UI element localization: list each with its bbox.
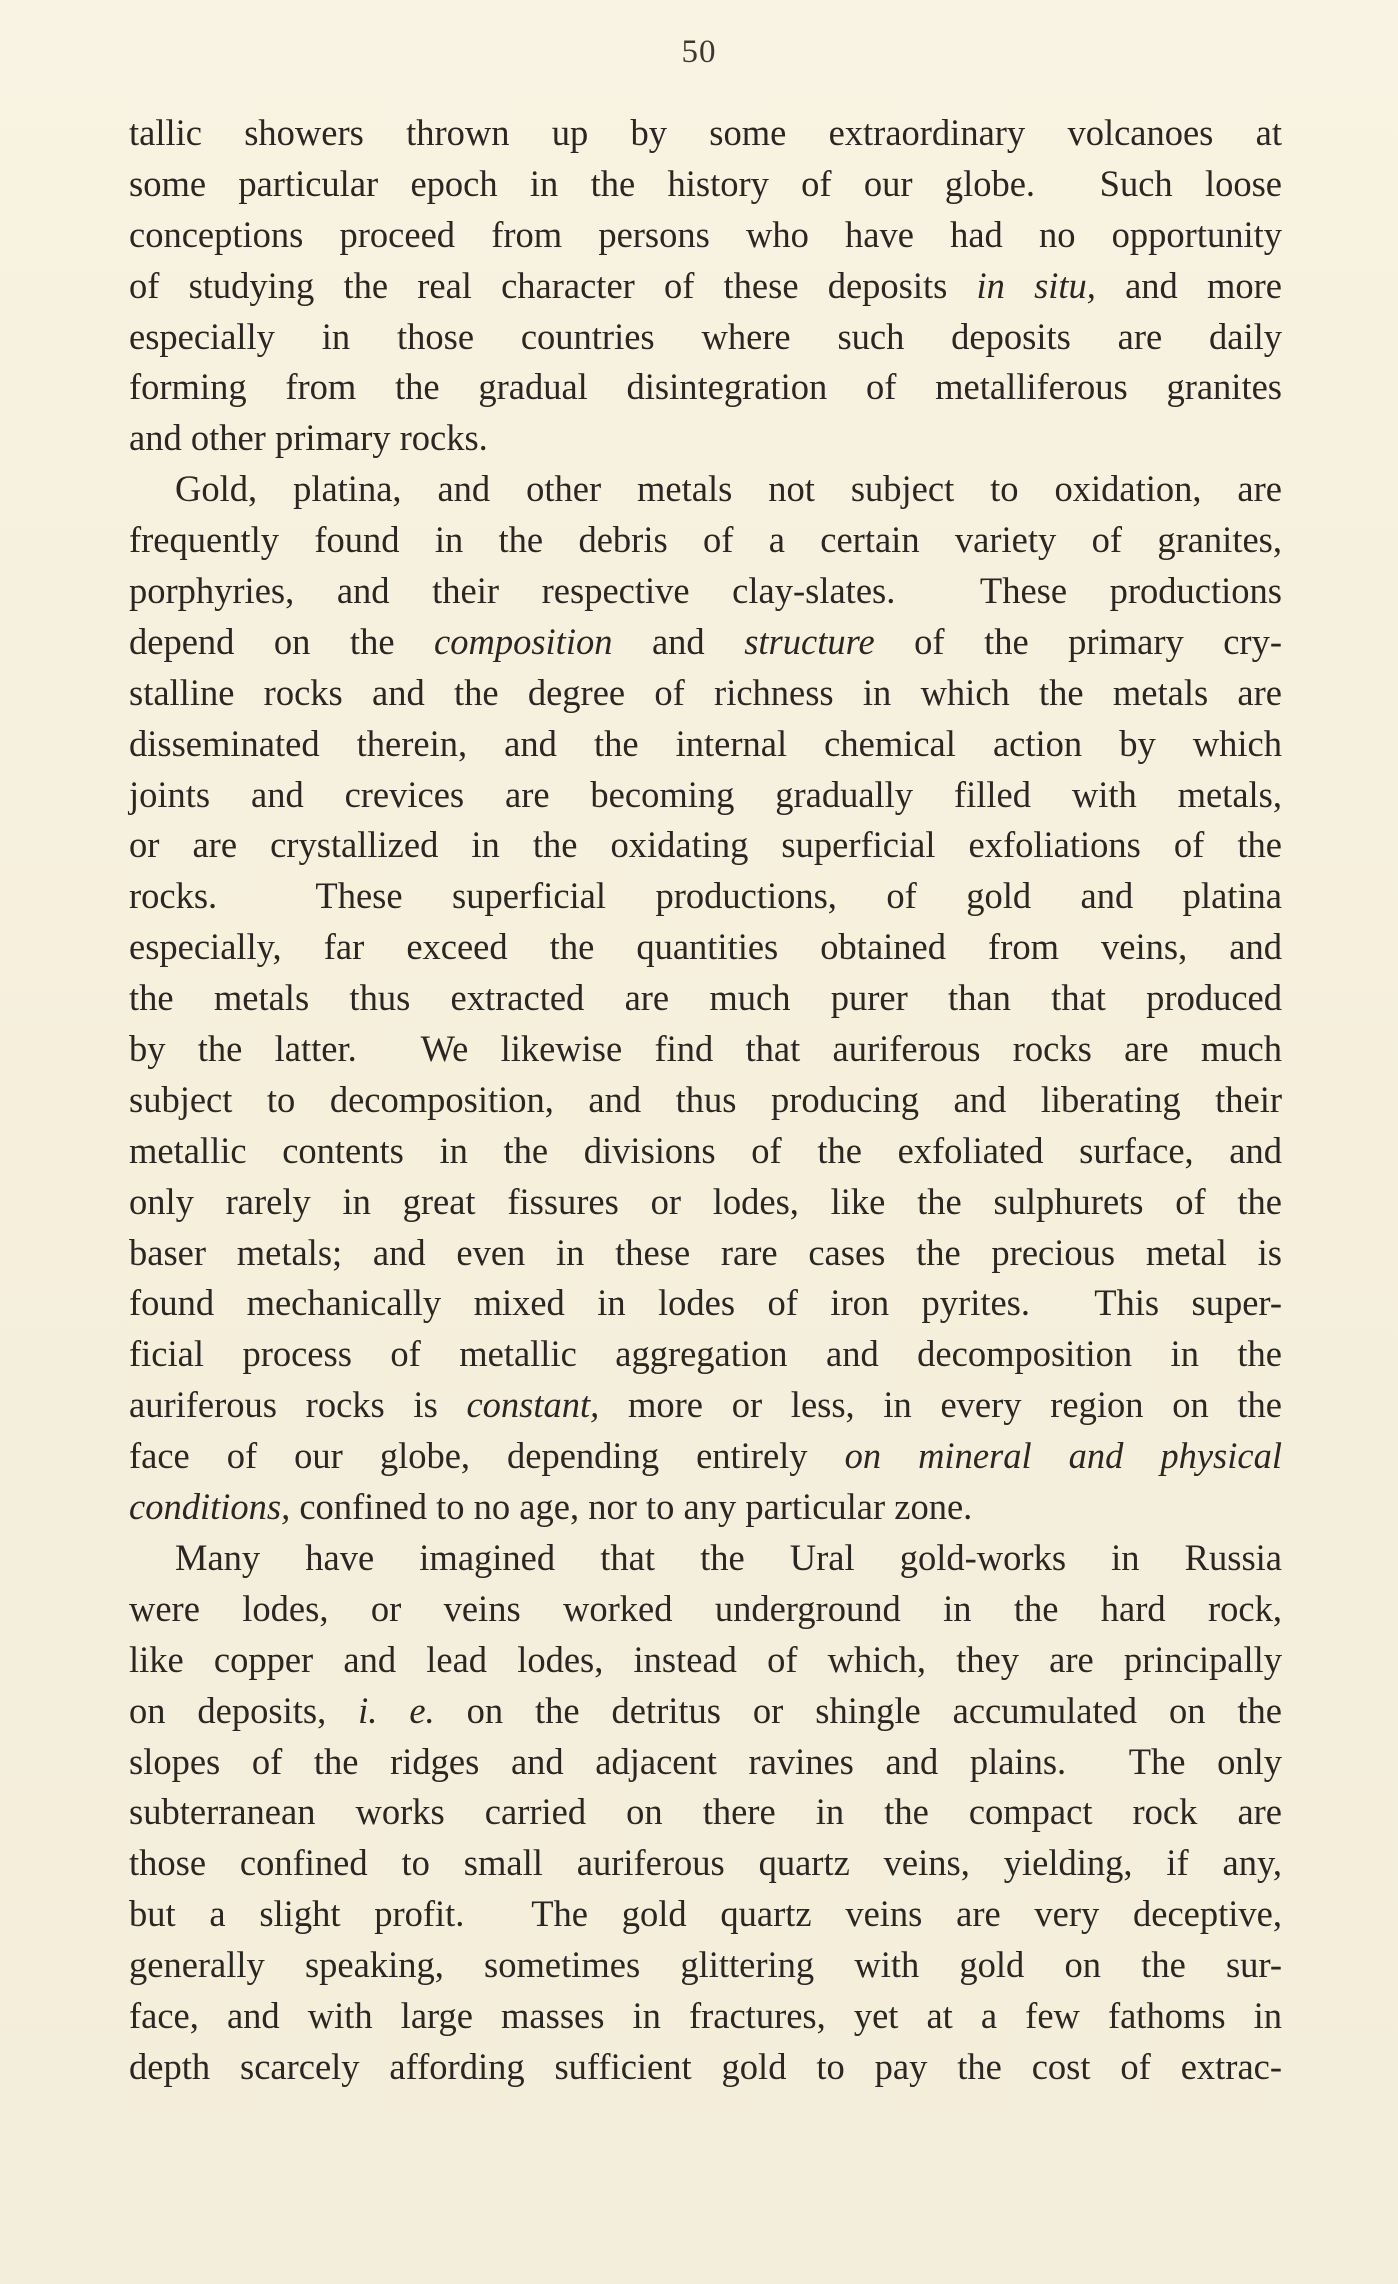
text-line (129, 362, 1282, 413)
text-line (129, 719, 1282, 770)
text-line (129, 1940, 1282, 1991)
text-segment: conceptions proceed from persons who have had no opportunity (129, 213, 1282, 255)
text-line (129, 820, 1282, 871)
text-segment: forming from the gradual disintegration of metalliferous granites (129, 366, 1282, 408)
text-segment: of the primary cry- (874, 620, 1282, 662)
text-segment: more or less, in every region on the (599, 1384, 1282, 1426)
text-segment: some particular epoch in the history of our globe. Such loose (129, 162, 1282, 204)
text-line (129, 871, 1282, 922)
text-segment: disseminated therein, and the internal chemical action by which (129, 722, 1282, 764)
text-segment: the metals thus extracted are much purer than that produced (129, 977, 1282, 1019)
text-line (129, 1584, 1282, 1635)
text-segment: slopes of the ridges and adjacent ravines and plains. The only (129, 1740, 1282, 1782)
text-segment: face, and with large masses in fractures, yet at a few fathoms in (129, 1994, 1282, 2036)
text-segment: baser metals; and even in these rare cases the precious metal is (129, 1231, 1282, 1273)
text-segment: only rarely in great fissures or lodes, like the sulphurets of the (129, 1180, 1282, 1222)
text-segment: those confined to small auriferous quartz veins, yielding, if any, (129, 1842, 1282, 1884)
text-line (129, 515, 1282, 566)
text-segment: joints and crevices are becoming gradually filled with metals, (129, 773, 1282, 815)
text-segment: depend on the (129, 620, 435, 662)
text-line (129, 413, 1282, 464)
text-segment: porphyries, and their respective clay-slates. These productions (129, 570, 1282, 612)
text-segment: generally speaking, sometimes glittering with gold on the sur- (129, 1944, 1282, 1986)
text-line (129, 1991, 1282, 2042)
text-segment: subject to decomposition, and thus producing and liberating their (129, 1078, 1282, 1120)
text-line (129, 1787, 1282, 1838)
text-segment: by the latter. We likewise find that auriferous rocks are much (129, 1028, 1282, 1070)
text-segment: and other primary rocks. (129, 417, 488, 459)
text-segment: metallic contents in the divisions of the exfoliated surface, and (129, 1129, 1282, 1171)
text-segment: especially in those countries where such deposits are daily (129, 315, 1282, 357)
body-text (129, 108, 1282, 2093)
text-line (129, 210, 1282, 261)
text-segment: and (612, 620, 745, 662)
text-line (129, 1635, 1282, 1686)
italic-phrase: structure (744, 620, 875, 662)
text-line (129, 770, 1282, 821)
text-segment: were lodes, or veins worked underground in the hard rock, (129, 1587, 1282, 1629)
page-number: 50 (681, 34, 717, 70)
text-line (129, 1686, 1282, 1737)
text-line (129, 1482, 1282, 1533)
paragraph-first-line (129, 464, 1282, 515)
italic-phrase: composition (434, 620, 613, 662)
text-line (129, 261, 1282, 312)
text-segment: of studying the real character of these deposits (129, 264, 977, 306)
text-segment: depth scarcely affording sufficient gold to pay the cost of extrac- (129, 2045, 1282, 2087)
text-line (129, 2042, 1282, 2093)
italic-phrase: i. e. (358, 1689, 435, 1731)
text-segment: stalline rocks and the degree of richness in which the metals are (129, 671, 1282, 713)
text-segment: on the detritus or shingle accumulated on the (434, 1689, 1282, 1731)
text-line (129, 973, 1282, 1024)
text-segment: but a slight profit. The gold quartz veins are very deceptive, (129, 1893, 1282, 1935)
text-segment: like copper and lead lodes, instead of which, they are principally (129, 1638, 1282, 1680)
text-line (129, 1024, 1282, 1075)
paragraph-first-line (129, 1533, 1282, 1584)
text-line (129, 108, 1282, 159)
text-line (129, 1380, 1282, 1431)
text-segment: face of our globe, depending entirely (129, 1435, 845, 1477)
text-line (129, 617, 1282, 668)
text-segment: especially, far exceed the quantities obtained from veins, and (129, 926, 1282, 968)
text-line (129, 312, 1282, 363)
text-line (129, 159, 1282, 210)
text-line (129, 922, 1282, 973)
italic-phrase: in situ, (976, 264, 1096, 306)
italic-phrase: on mineral and physical (844, 1435, 1282, 1477)
text-line (129, 1278, 1282, 1329)
text-line (129, 1431, 1282, 1482)
text-line (129, 1177, 1282, 1228)
text-segment: rocks. These superficial productions, of gold and platina (129, 875, 1282, 917)
text-line (129, 566, 1282, 617)
text-segment: auriferous rocks is (129, 1384, 467, 1426)
text-line (129, 1838, 1282, 1889)
text-segment: Many have imagined that the Ural gold-works in Russia (175, 1536, 1282, 1578)
italic-phrase: conditions, (129, 1486, 291, 1528)
italic-phrase: constant, (466, 1384, 600, 1426)
text-line (129, 1329, 1282, 1380)
text-line (129, 1126, 1282, 1177)
text-segment: Gold, platina, and other metals not subject to oxidation, are (175, 468, 1282, 510)
text-segment: found mechanically mixed in lodes of iron pyrites. This super- (129, 1282, 1282, 1324)
text-segment: on deposits, (129, 1689, 359, 1731)
text-segment: and more (1095, 264, 1282, 306)
text-segment: or are crystallized in the oxidating superficial exfoliations of the (129, 824, 1282, 866)
text-segment: subterranean works carried on there in the compact rock are (129, 1791, 1282, 1833)
text-line (129, 1889, 1282, 1940)
text-segment: tallic showers thrown up by some extraordinary volcanoes at (129, 112, 1282, 153)
text-line (129, 1228, 1282, 1279)
text-segment: confined to no age, nor to any particular zone. (290, 1486, 973, 1528)
text-line (129, 1737, 1282, 1788)
text-line (129, 1075, 1282, 1126)
text-segment: ficial process of metallic aggregation and decomposition in the (129, 1333, 1282, 1375)
text-segment: frequently found in the debris of a certain variety of granites, (129, 519, 1282, 561)
text-line (129, 668, 1282, 719)
